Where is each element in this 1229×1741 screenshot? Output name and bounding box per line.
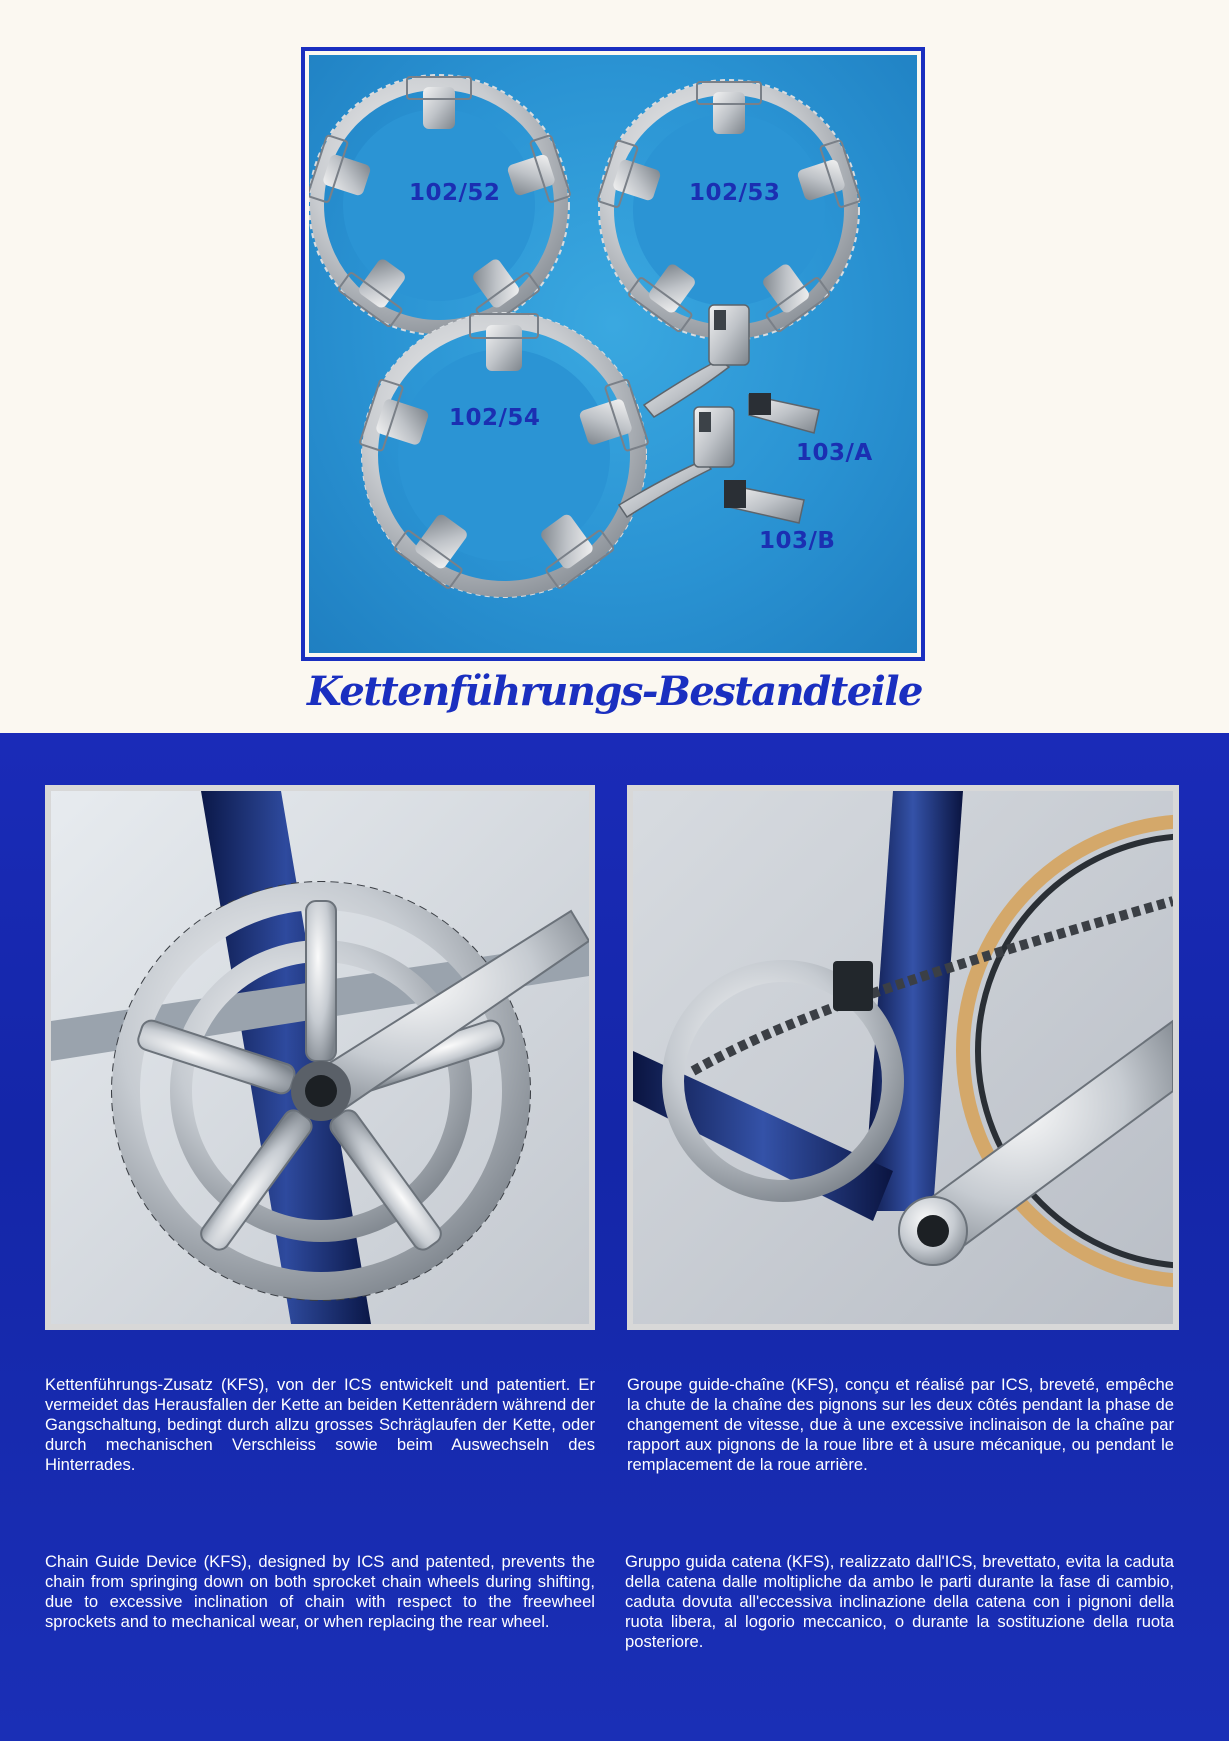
label-ring-54: 102/54 bbox=[449, 405, 541, 431]
label-ring-52: 102/52 bbox=[409, 180, 501, 206]
text-english: Chain Guide Device (KFS), designed by ICS and patented, prevents the chain from springing down on both sprocket chain wheels during shifting, due to excessive inclination of chain with respect to the freewheel sprockets and to mechanical wear, or when replacing the rear wheel. bbox=[45, 1552, 595, 1631]
frame-photo bbox=[633, 791, 1173, 1324]
text-german: Kettenführungs-Zusatz (KFS), von der ICS entwickelt und patentiert. Er vermeidet das Herausfallen der Kette an beiden Kettenrädern während der Gangschaltung, bedingt durch allzu grosses Schräglaufen der Kette, oder durch mechanischen Verschleiss sowie beim Auswechseln des Hinterrades. bbox=[45, 1375, 595, 1474]
parts-photo-frame bbox=[301, 47, 925, 661]
derailleur-b bbox=[619, 407, 804, 523]
chainring-parts-illustration bbox=[309, 55, 917, 653]
text-french: Groupe guide-chaîne (KFS), conçu et réalisé par ICS, breveté, empêche la chute de la chaîne des pignons sur les deux côtés pendant la phase de changement de vitesse, due à une excessive inclinaison de la chaîne par rapport aux pignons de la roue libre et à usure mécanique, ou pendant le remplacement de la roue arrière. bbox=[627, 1375, 1174, 1474]
text-italian: Gruppo guida catena (KFS), realizzato dall'ICS, brevettato, evita la caduta della catena dalle moltipliche da ambo le parti durante la fase di cambio, caduta dovuta all'eccessiva inclinazione della catena con i pignoni della ruota libera, al logorio meccanico, o durante la sostituzione della ruota posteriore. bbox=[625, 1552, 1174, 1651]
label-derailleur-b: 103/B bbox=[759, 528, 836, 554]
label-derailleur-a: 103/A bbox=[796, 440, 873, 466]
frame-photo-frame bbox=[627, 785, 1179, 1330]
chainring-53 bbox=[597, 82, 860, 338]
chainring-54 bbox=[359, 314, 648, 595]
crankset-photo-frame bbox=[45, 785, 595, 1330]
page-title: Kettenführungs-Bestandteile bbox=[306, 668, 922, 715]
parts-photo bbox=[309, 55, 917, 653]
crankset-photo bbox=[51, 791, 589, 1324]
label-ring-53: 102/53 bbox=[689, 180, 781, 206]
